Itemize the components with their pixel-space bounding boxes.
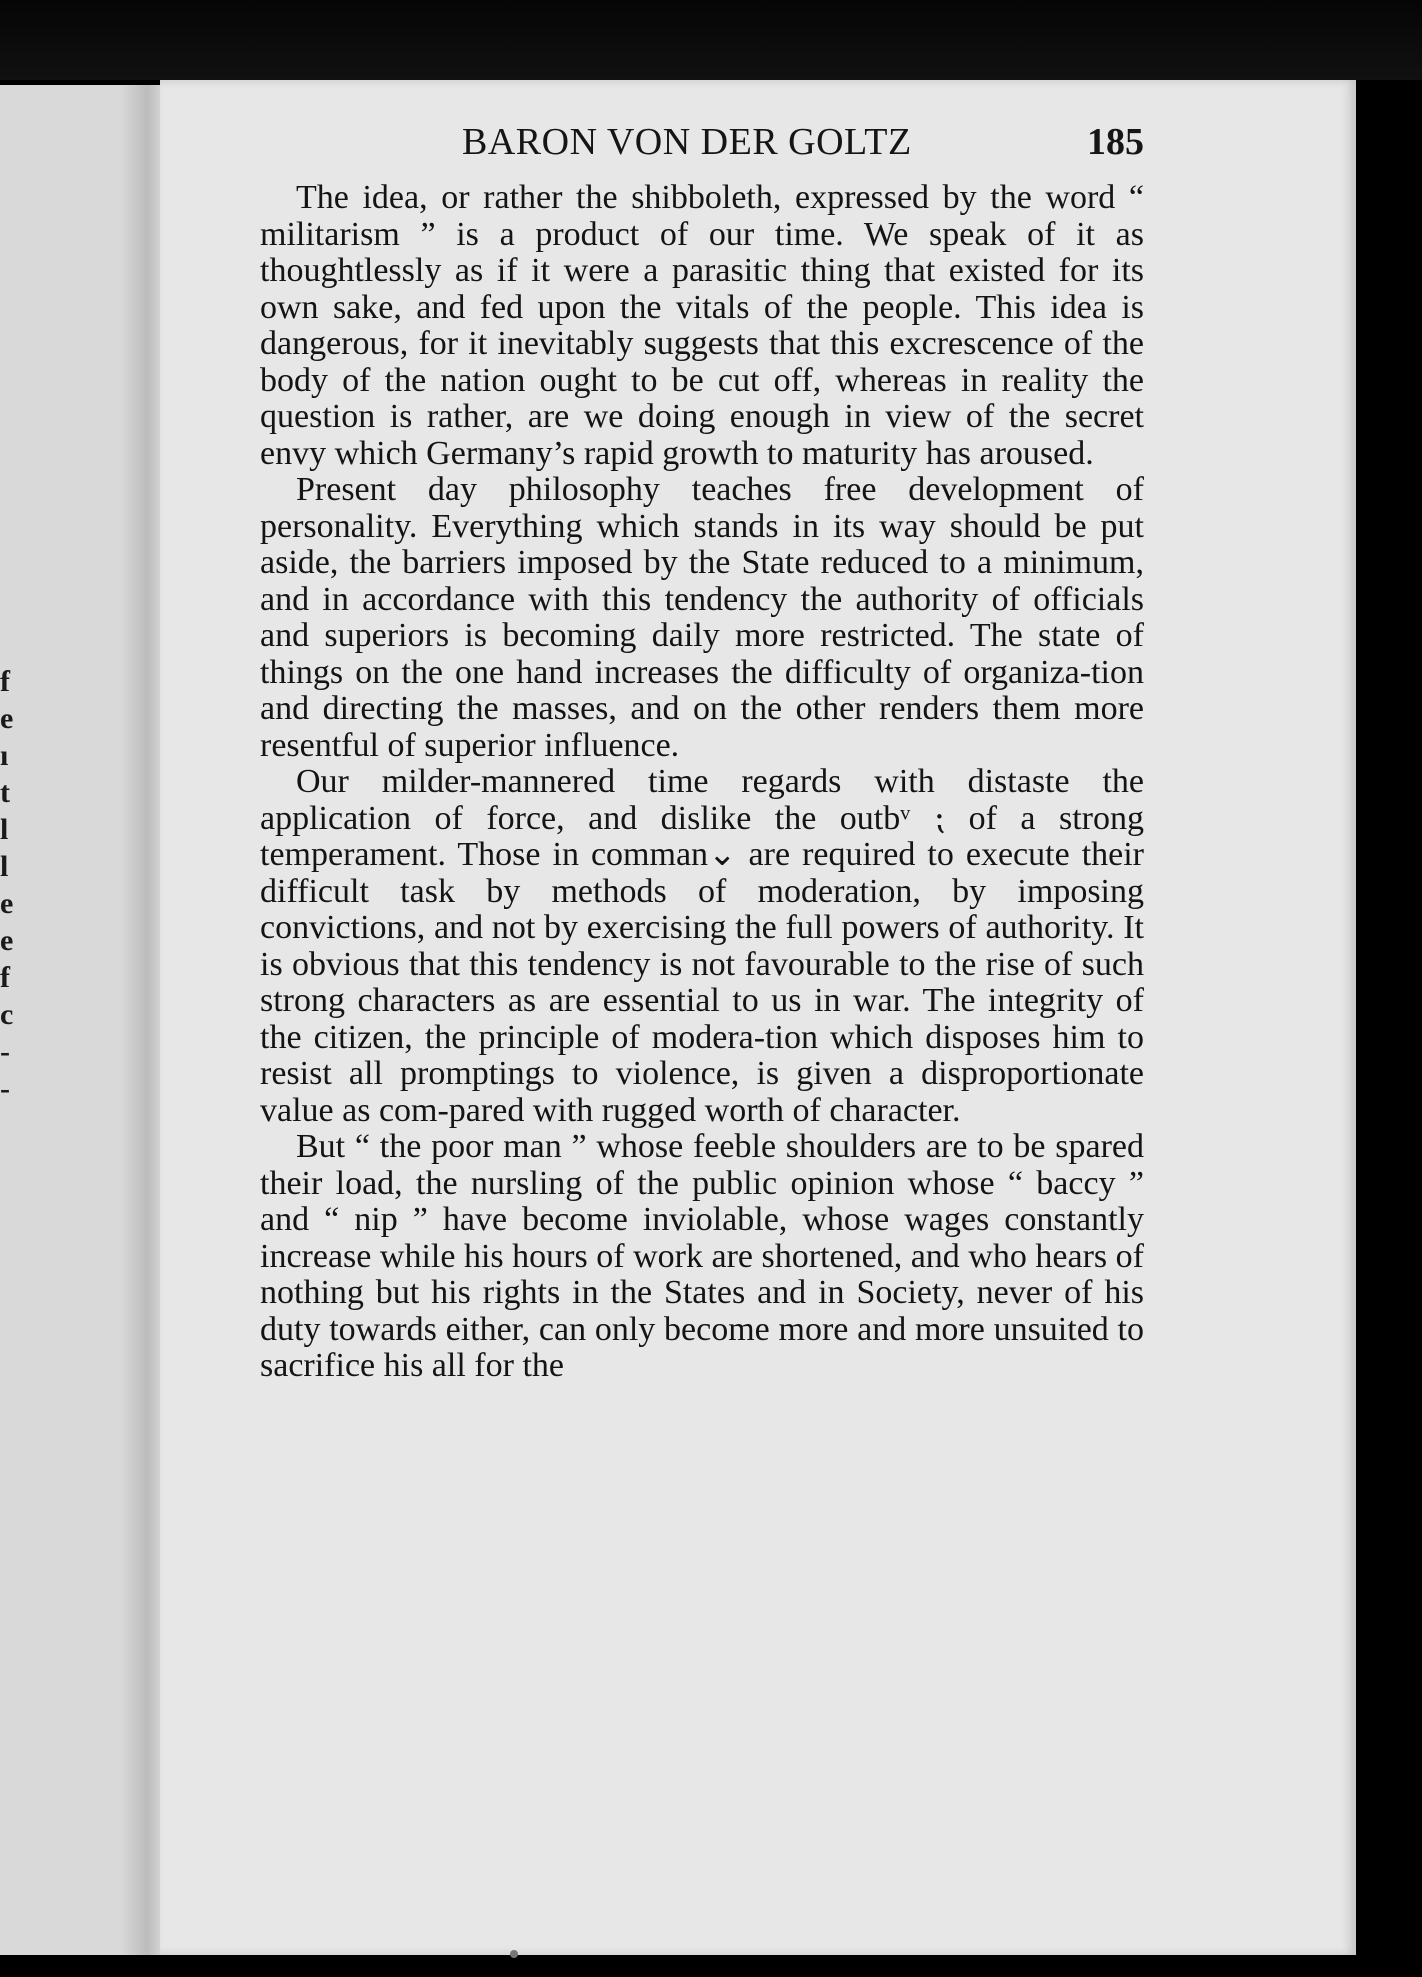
- edge-letter: l: [0, 813, 9, 846]
- running-title: BARON VON DER GOLTZ: [462, 121, 912, 163]
- paragraph: Present day philosophy teaches free development of personality. Everything which stands in its way should be put aside, the barriers imposed by the State reduced to a minimum, and in accordance with this tendency the authority of officials and superiors is becoming daily more restricted. The state of things on the one hand increases the difficulty of organiza-tion and directing the masses, and on the other renders them more resentful of superior influence.: [260, 471, 1144, 764]
- edge-letter: l: [0, 850, 9, 883]
- edge-letter: -: [0, 1072, 10, 1105]
- edge-letter: c: [0, 998, 14, 1031]
- edge-letter: t: [0, 776, 10, 809]
- page-number: 185: [1087, 121, 1144, 163]
- scan-dust-mark: [510, 1950, 518, 1958]
- edge-letter: f: [0, 665, 10, 698]
- facing-page-letters: [0, 663, 16, 1107]
- edge-letter: ı: [0, 739, 9, 772]
- page-header: [300, 120, 1150, 180]
- edge-letter: -: [0, 1035, 10, 1068]
- edge-letter: e: [0, 702, 14, 735]
- paragraph: But “ the poor man ” whose feeble shoulders are to be spared their load, the nursling of the public opinion whose “ baccy ” and “ nip ” have become inviolable, whose wages constantly increase while his hours of work are shortened, and who hears of nothing but his rights in the States and in Society, never of his duty towards either, can only become more and more unsuited to sacrifice his all for the: [260, 1128, 1144, 1384]
- edge-letter: e: [0, 924, 14, 957]
- scan-background: [0, 0, 1422, 80]
- paragraph: Our milder-mannered time regards with distaste the application of force, and dislike the outbᵛ ⁏ of a strong temperament. Those in comman⌄ are required to execute their difficult task by methods of moderation, by imposing convictions, and not by exercising the full powers of authority. It is obvious that this tendency is not favourable to the rise of such strong characters as are essential to us in war. The integrity of the citizen, the principle of modera-tion which disposes him to resist all promptings to violence, is given a disproportionate value as com-pared with rugged worth of character.: [260, 763, 1144, 1129]
- paragraph: The idea, or rather the shibboleth, expressed by the word “ militarism ” is a product of our time. We speak of it as thoughtlessly as if it were a parasitic thing that existed for its own sake, and fed upon the vitals of the people. This idea is dangerous, for it inevitably suggests that this excrescence of the body of the nation ought to be cut off, whereas in reality the question is rather, are we doing enough in view of the secret envy which Germany’s rapid growth to maturity has aroused.: [260, 179, 1144, 472]
- page-body: [260, 180, 1144, 1385]
- edge-letter: f: [0, 961, 10, 994]
- edge-letter: e: [0, 887, 14, 920]
